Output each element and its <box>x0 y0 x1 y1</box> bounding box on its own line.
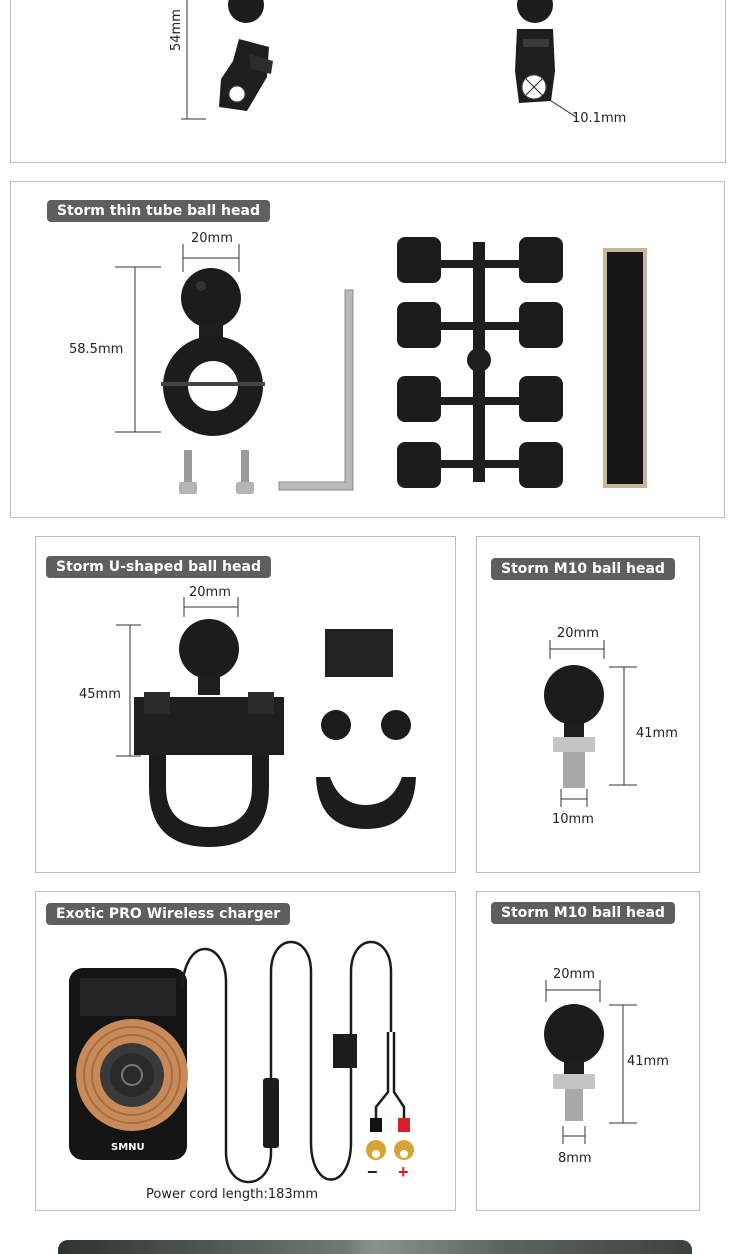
m10-b-drawing <box>477 892 700 1211</box>
top-mount-drawing <box>11 0 726 163</box>
m10-b-ball-dimension: 20mm <box>553 967 595 982</box>
u-shaped-panel <box>35 536 456 873</box>
charger-title-tag: Exotic PRO Wireless charger <box>46 903 290 925</box>
u-shaped-parts-drawing <box>36 537 456 873</box>
m10-a-title-tag: Storm M10 ball head <box>491 558 675 580</box>
thin-tube-title-tag: Storm thin tube ball head <box>47 200 270 222</box>
m10-panel-b <box>476 891 700 1211</box>
m10-a-height-dimension: 41mm <box>636 726 678 741</box>
thin-tube-panel <box>10 181 725 518</box>
m10-b-title-tag: Storm M10 ball head <box>491 902 675 924</box>
thin-tube-ball-dimension: 20mm <box>191 231 233 246</box>
u-shaped-title-tag: Storm U-shaped ball head <box>46 556 271 578</box>
m10-panel-a <box>476 536 700 873</box>
positive-terminal-sign: + <box>398 1162 409 1182</box>
top-height-dimension: 54mm <box>169 9 184 51</box>
m10-b-height-dimension: 41mm <box>627 1054 669 1069</box>
bottom-photo-edge <box>58 1240 692 1254</box>
m10-b-thread-dimension: 8mm <box>558 1151 592 1166</box>
m10-a-drawing <box>477 537 700 873</box>
charger-drawing <box>36 892 456 1211</box>
thin-tube-height-dimension: 58.5mm <box>69 342 124 357</box>
m10-a-ball-dimension: 20mm <box>557 626 599 641</box>
charger-panel <box>35 891 456 1211</box>
top-product-panel <box>10 0 726 163</box>
charger-brand-label: SMNU <box>111 1142 145 1153</box>
m10-a-thread-dimension: 10mm <box>552 812 594 827</box>
u-shaped-ball-dimension: 20mm <box>189 585 231 600</box>
u-shaped-height-dimension: 45mm <box>79 687 121 702</box>
thin-tube-parts-drawing <box>11 182 725 518</box>
top-hole-dimension: 10.1mm <box>572 111 627 126</box>
negative-terminal-sign: − <box>367 1162 378 1182</box>
power-cord-length: Power cord length:183mm <box>146 1187 318 1202</box>
